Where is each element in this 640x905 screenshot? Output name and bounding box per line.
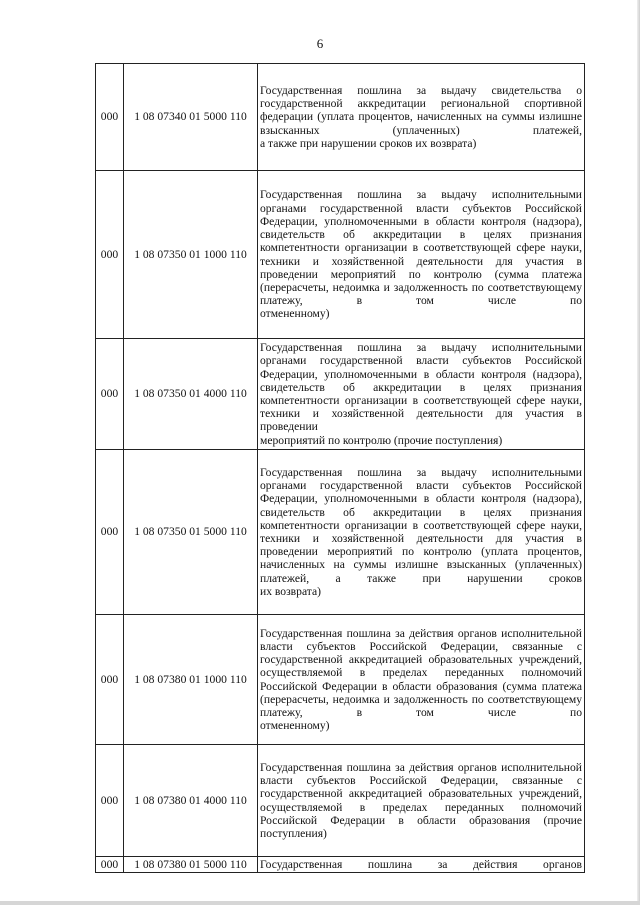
admin-code-cell: 000 (96, 339, 124, 450)
admin-code-cell: 000 (96, 171, 124, 339)
budget-classification-code-cell: 1 08 07350 01 4000 110 (124, 339, 258, 450)
budget-classification-code-cell: 1 08 07350 01 1000 110 (124, 171, 258, 339)
description-text: Государственная пошлина за выдачу исполнительными органами государственной власти субъектов Российской Федерации, уполномоченными в области контроля (надзора), свидетельств об аккредитации в целях признания компетентности организации в соответствующей сфере науки, техники и хозяйственной деятельности для участия в проведении (260, 341, 582, 434)
budget-classification-code-cell: 1 08 07350 01 5000 110 (124, 450, 258, 615)
description-last-line: отмененному) (260, 307, 330, 321)
description-text: Государственная пошлина за действия органов исполнительной власти субъектов Российской Федерации, связанные с государственной аккредитацией образовательных учреждений, осуществляемой в пределах переданных полномочий Российской Федерации в области образования (сумма платежа (перерасчеты, недоимка и задолженность по соответствующему платежу, в том числе по (260, 626, 582, 719)
admin-code-cell: 000 (96, 64, 124, 171)
revenue-description-cell (258, 339, 585, 450)
revenue-description-cell (258, 450, 585, 615)
description-text: Государственная пошлина за действия органов исполнительной власти субъектов Российской Федерации, связанные с государственной аккредитацией образовательных учреждений, осуществляемой в пределах переданных полномочий Российской Федерации в области образования (прочие (260, 760, 582, 827)
revenue-description-cell (258, 857, 585, 873)
budget-classification-code-cell: 1 08 07340 01 5000 110 (124, 64, 258, 171)
description-last-line: мероприятий по контролю (прочие поступления) (260, 433, 503, 447)
revenue-description-cell (258, 745, 585, 857)
description-text: Государственная пошлина за действия органов (260, 857, 582, 871)
description-last-line: а также при нарушении сроков их возврата) (260, 136, 477, 150)
admin-code-cell: 000 (96, 615, 124, 745)
description-last-line: отмененному) (260, 719, 330, 733)
table-row (96, 745, 585, 857)
admin-code-cell: 000 (96, 450, 124, 615)
table-row (96, 615, 585, 745)
budget-code-table (95, 63, 585, 873)
scan-bottom-edge (0, 901, 640, 905)
description-text: Государственная пошлина за выдачу исполнительными органами государственной власти субъектов Российской Федерации, уполномоченными в области контроля (надзора), свидетельств об аккредитации в целях признания компетентности организации в соответствующей сфере науки, техники и хозяйственной деятельности для участия в проведении мероприятий по контролю (уплата процентов, начисленных на суммы излишне взысканных (уплаченных) платежей, а также при нарушении сроков (260, 465, 582, 585)
description-text: Государственная пошлина за выдачу свидетельства о государственной аккредитации региональной спортивной федерации (уплата процентов, начисленных на суммы излишне взысканных (уплаченных) платежей, (260, 83, 582, 137)
table-row (96, 450, 585, 615)
table-row (96, 171, 585, 339)
budget-classification-code-cell: 1 08 07380 01 5000 110 (124, 857, 258, 873)
page-number: 6 (316, 36, 324, 51)
budget-classification-code-cell: 1 08 07380 01 4000 110 (124, 745, 258, 857)
revenue-description-cell (258, 171, 585, 339)
table-row (96, 857, 585, 873)
description-text: Государственная пошлина за выдачу исполнительными органами государственной власти субъектов Российской Федерации, уполномоченными в области контроля (надзора), свидетельств об аккредитации в целях признания компетентности организации в соответствующей сфере науки, техники и хозяйственной деятельности для участия в проведении мероприятий по контролю (сумма платежа (перерасчеты, недоимка и задолженность по соответствующему платежу, в том числе по (260, 188, 582, 308)
table-row (96, 339, 585, 450)
description-last-line: поступления) (260, 826, 327, 840)
table-row (96, 64, 585, 171)
description-last-line: их возврата) (260, 584, 322, 598)
budget-classification-code-cell: 1 08 07380 01 1000 110 (124, 615, 258, 745)
admin-code-cell: 000 (96, 857, 124, 873)
revenue-description-cell (258, 615, 585, 745)
admin-code-cell: 000 (96, 745, 124, 857)
revenue-description-cell (258, 64, 585, 171)
